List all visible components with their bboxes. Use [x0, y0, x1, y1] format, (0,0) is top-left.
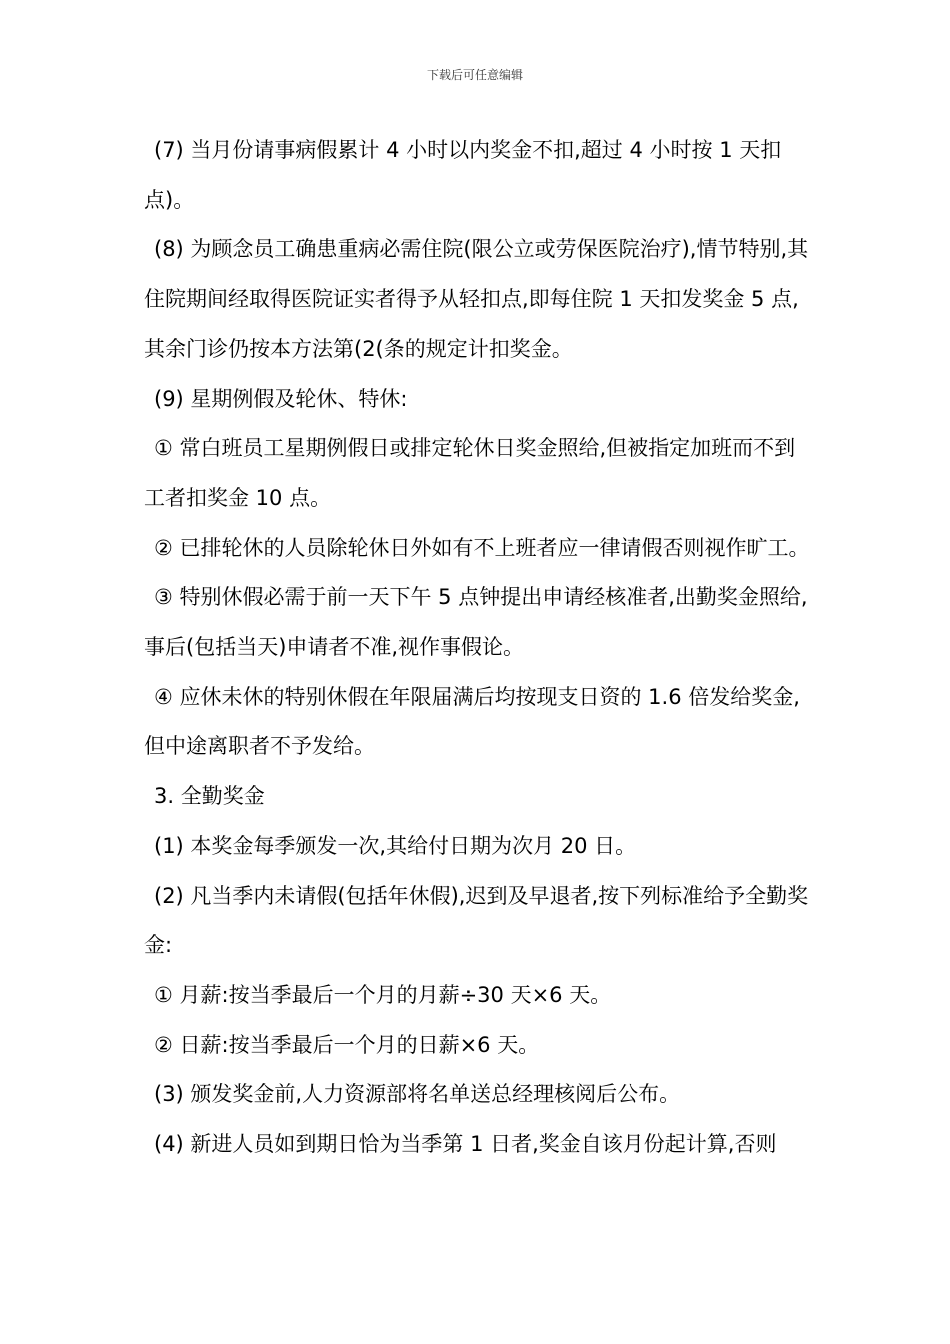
paragraph-sub-4: ④ 应休未休的特别休假在年限届满后均按现支日资的 1.6 倍发给奖金,但中途离职者不予发给。 — [144, 684, 800, 759]
paragraph-item-2: (2) 凡当季内未请假(包括年休假),迟到及早退者,按下列标准给予全勤奖金: — [144, 883, 809, 958]
paragraph-monthly-salary: ① 月薪:按当季最后一个月的月薪÷30 天×6 天。 — [154, 982, 612, 1007]
paragraph-daily-salary: ② 日薪:按当季最后一个月的日薪×6 天。 — [154, 1032, 540, 1057]
paragraph-item-3: (3) 颁发奖金前,人力资源部将名单送总经理核阅后公布。 — [154, 1082, 681, 1107]
paragraph-sub-1: ① 常白班员工星期例假日或排定轮休日奖金照给,但被指定加班而不到工者扣奖金 10 点。 — [144, 436, 796, 510]
paragraph-item-1: (1) 本奖金每季颁发一次,其给付日期为次月 20 日。 — [154, 833, 637, 858]
section-heading: 3. 全勤奖金 — [154, 784, 265, 809]
page-header: 下载后可任意编辑 — [426, 68, 523, 82]
paragraph-item-8: (8) 为顾念员工确患重病必需住院(限公立或劳保医院治疗),情节特别,其住院期间经取得医院证实者得予从轻扣点,即每住院 1 天扣发奖金 5 点,其余门诊仍按本方法第(2(条的规定计扣奖金。 — [144, 237, 809, 361]
paragraph-sub-2: ② 已排轮休的人员除轮休日外如有不上班者应一律请假否则视作旷工。 — [154, 535, 810, 560]
document-body — [144, 126, 814, 1170]
paragraph-sub-3: ③ 特别休假必需于前一天下午 5 点钟提出申请经核准者,出勤奖金照给,事后(包括当天)申请者不准,视作事假论。 — [144, 585, 808, 660]
paragraph-item-9: (9) 星期例假及轮休、特休: — [154, 386, 408, 411]
paragraph-item-4: (4) 新进人员如到期日恰为当季第 1 日者,奖金自该月份起计算,否则 — [154, 1132, 777, 1157]
paragraph-item-7: (7) 当月份请事病假累计 4 小时以内奖金不扣,超过 4 小时按 1 天扣点)。 — [144, 138, 782, 212]
